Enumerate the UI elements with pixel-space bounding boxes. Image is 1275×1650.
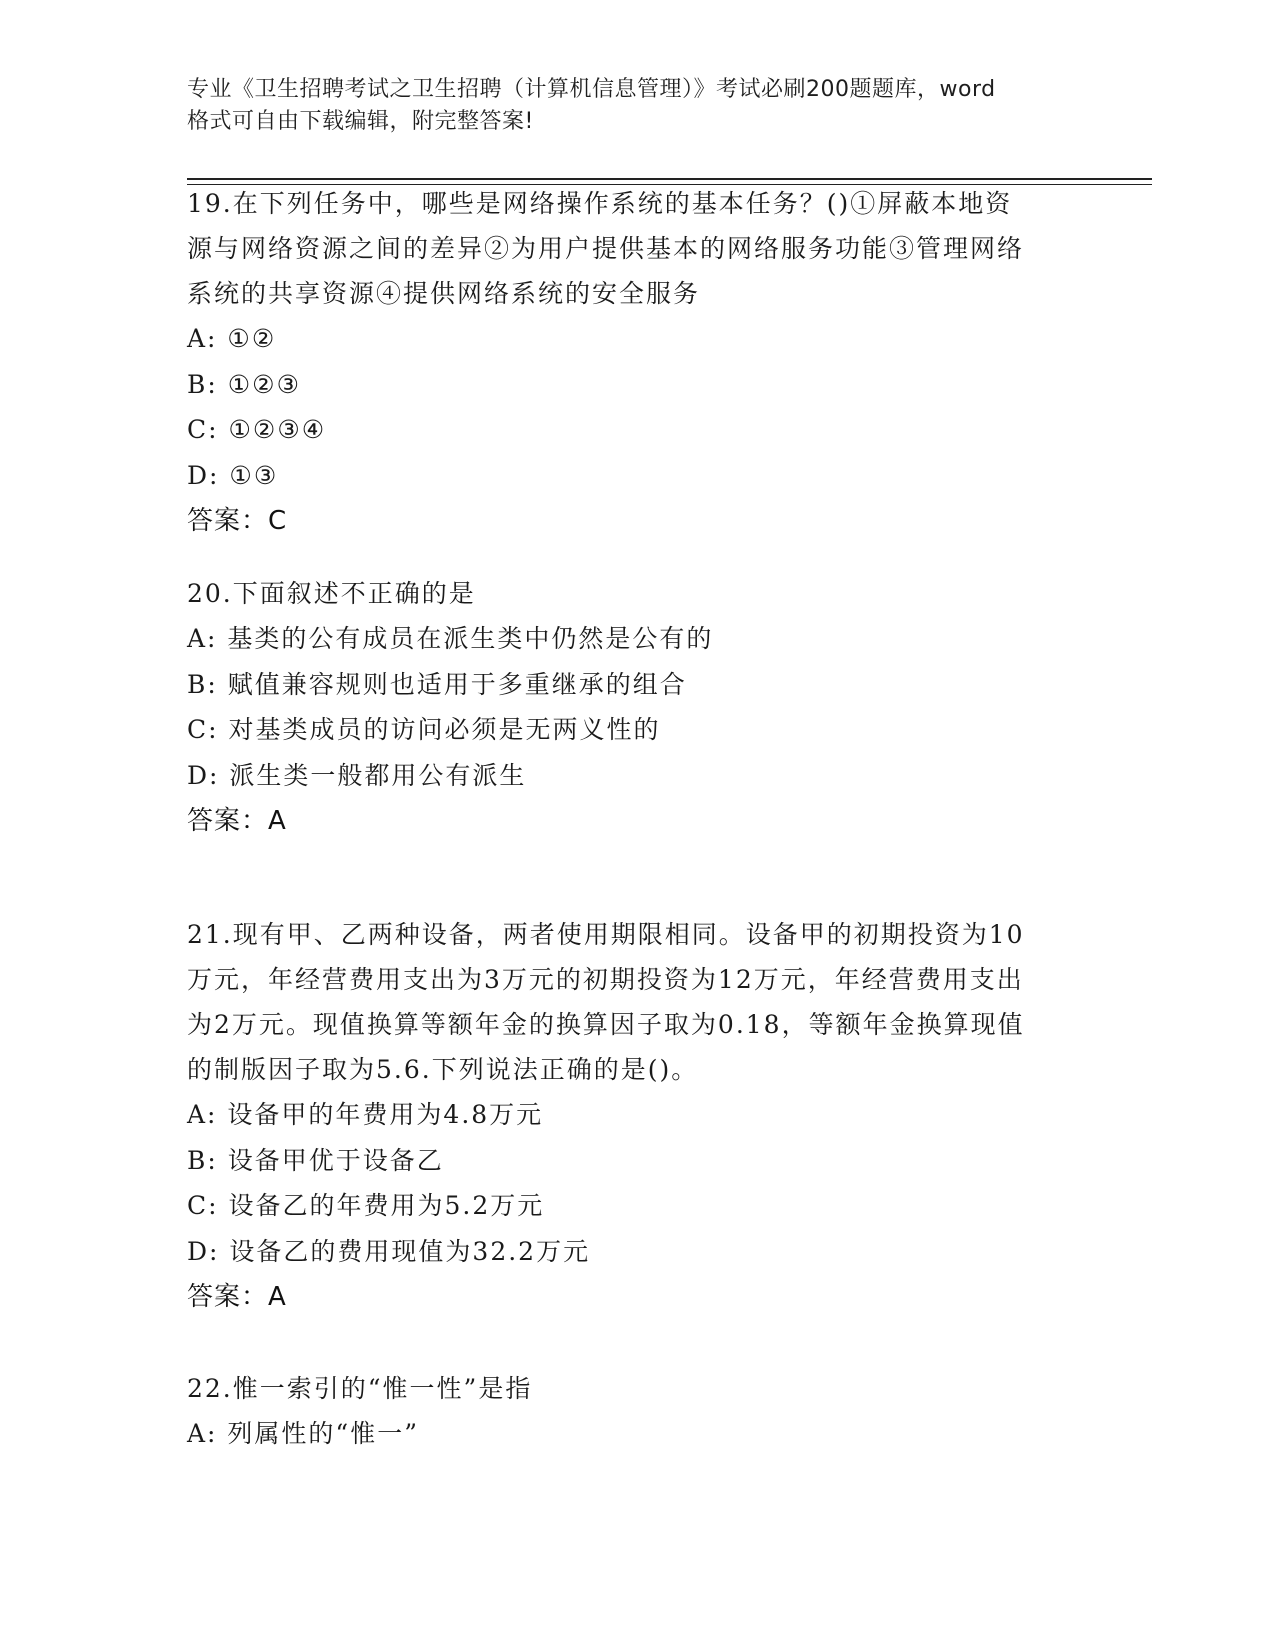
answer-label: 答案：A xyxy=(187,806,287,836)
option-a: A: 设备甲的年费用为4.8万元 xyxy=(187,1100,544,1129)
document-header xyxy=(187,74,1087,138)
option-d: D: ①③ xyxy=(187,460,279,490)
question-19 xyxy=(187,181,1087,544)
answer-label: 答案：A xyxy=(187,1282,287,1312)
option-b: B: ①②③ xyxy=(187,369,301,399)
question-22 xyxy=(187,1366,1087,1457)
header-rule-thick xyxy=(187,178,1152,180)
header-line-2: 格式可自由下载编辑，附完整答案! xyxy=(187,109,534,134)
option-a: A: 列属性的“惟一” xyxy=(187,1419,419,1448)
question-text: 21.现有甲、乙两种设备，两者使用期限相同。设备甲的初期投资为10万元，年经营费用支出为3万元的初期投资为12万元，年经营费用支出为2万元。现值换算等额年金的换算因子取为0.18，等额年金换算现值的制版因子取为5.6.下列说法正确的是()。 xyxy=(187,920,1025,1084)
option-a: A: ①② xyxy=(187,324,277,353)
option-d: D: 设备乙的费用现值为32.2万元 xyxy=(187,1236,591,1266)
option-a: A: 基类的公有成员在派生类中仍然是公有的 xyxy=(187,624,714,653)
question-20 xyxy=(187,571,1087,844)
question-text: 19.在下列任务中，哪些是网络操作系统的基本任务？()①屏蔽本地资源与网络资源之间的差异②为用户提供基本的网络服务功能③管理网络系统的共享资源④提供网络系统的安全服务 xyxy=(187,189,1025,308)
option-c: C: 对基类成员的访问必须是无两义性的 xyxy=(187,715,661,744)
option-d: D: 派生类一般都用公有派生 xyxy=(187,760,527,790)
question-text: 22.惟一索引的“惟一性”是指 xyxy=(187,1374,533,1403)
question-21 xyxy=(187,912,1087,1320)
question-text: 20.下面叙述不正确的是 xyxy=(187,579,476,608)
option-c: C: 设备乙的年费用为5.2万元 xyxy=(187,1191,545,1220)
option-b: B: 设备甲优于设备乙 xyxy=(187,1145,444,1175)
answer-label: 答案：C xyxy=(187,506,288,536)
option-c: C: ①②③④ xyxy=(187,415,327,444)
header-line-1: 专业《卫生招聘考试之卫生招聘（计算机信息管理）》考试必刷200题题库，word xyxy=(187,77,996,102)
option-b: B: 赋值兼容规则也适用于多重继承的组合 xyxy=(187,669,687,699)
